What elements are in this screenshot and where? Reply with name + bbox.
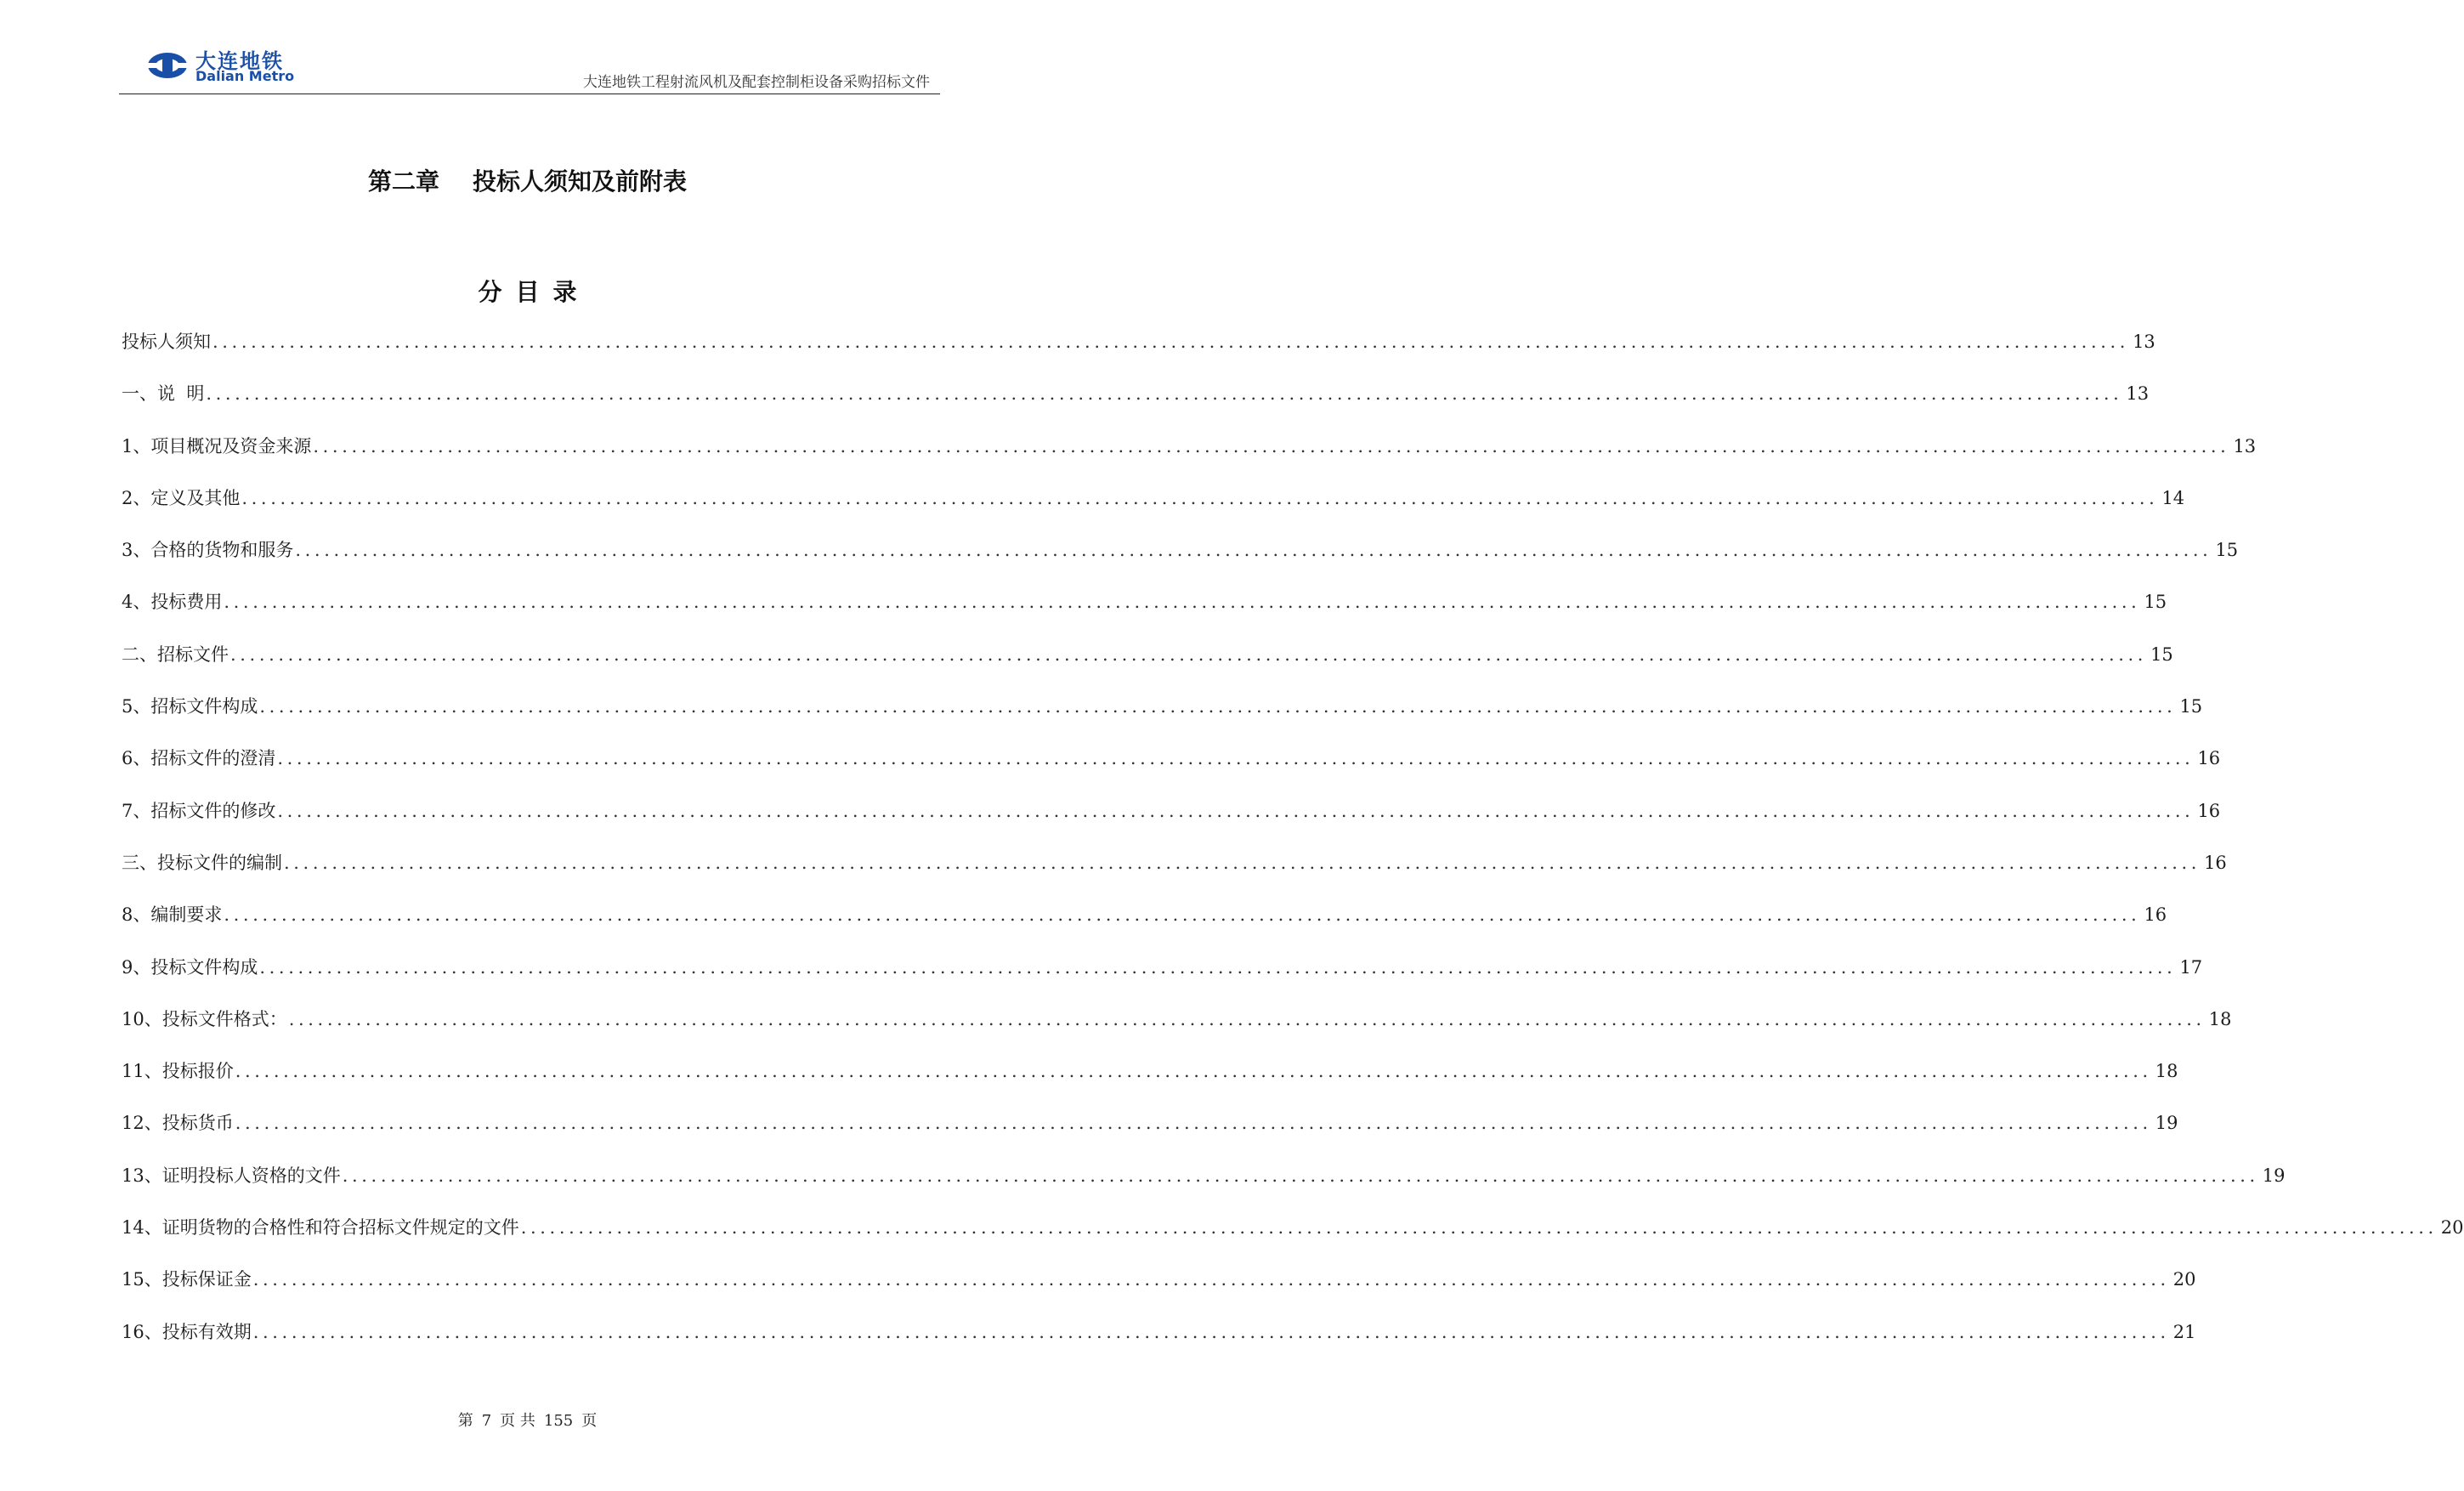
toc-entry-page: 19 xyxy=(2262,1165,2286,1186)
toc-entry-page: 14 xyxy=(2161,487,2185,508)
toc-entry[interactable] xyxy=(122,954,2203,1006)
toc-entry-label: 一、说 明 xyxy=(122,383,205,405)
toc-entry[interactable] xyxy=(122,745,2221,797)
toc-entry[interactable] xyxy=(122,1318,2196,1370)
toc-entry[interactable] xyxy=(122,380,2150,432)
toc-dot-leader: ........................................................................................................................................................................................................ xyxy=(295,540,2212,561)
toc-entry-page: 16 xyxy=(2197,748,2221,769)
toc-entry-label: 8、编制要求 xyxy=(122,904,223,926)
toc-entry-label: 2、定义及其他 xyxy=(122,487,241,508)
toc-dot-leader: ........................................................................................................................................................................................................ xyxy=(235,1061,2152,1082)
toc-entry-page: 16 xyxy=(2204,852,2227,873)
toc-entry[interactable] xyxy=(122,1214,2464,1266)
toc-entry-label: 9、投标文件构成 xyxy=(122,956,258,978)
chapter-title: 第二章 投标人须知及前附表 xyxy=(368,167,687,196)
toc-entry-page: 16 xyxy=(2197,800,2221,821)
toc-entry-page: 21 xyxy=(2172,1321,2196,1342)
toc-entry-page: 16 xyxy=(2144,904,2167,926)
footer-total-pages: 155 xyxy=(543,1412,574,1430)
toc-entry-label: 3、合格的货物和服务 xyxy=(122,540,294,561)
toc-entry-label: 三、投标文件的编制 xyxy=(122,852,282,873)
toc-dot-leader: ........................................................................................................................................................................................................ xyxy=(520,1217,2438,1239)
toc-entry-page: 18 xyxy=(2208,1008,2232,1029)
toc-entry-label: 6、招标文件的澄清 xyxy=(122,748,276,769)
toc-entry-page: 15 xyxy=(2215,540,2239,561)
toc-entry-page: 20 xyxy=(2172,1269,2196,1290)
toc-dot-leader: ........................................................................................................................................................................................................ xyxy=(212,332,2130,352)
toc-entry[interactable] xyxy=(122,849,2227,901)
toc-entry-page: 13 xyxy=(2126,383,2150,405)
toc-entry-label: 7、招标文件的修改 xyxy=(122,800,276,821)
toc-dot-leader: ........................................................................................................................................................................................................ xyxy=(224,904,2141,926)
toc-entry-page: 15 xyxy=(2144,592,2167,613)
toc-entry[interactable] xyxy=(122,1109,2178,1161)
toc-dot-leader: ........................................................................................................................................................................................................ xyxy=(252,1321,2170,1342)
toc-title: 分目录 xyxy=(478,278,591,306)
dalian-metro-logo xyxy=(146,46,325,85)
toc-dot-leader: ........................................................................................................................................................................................................ xyxy=(288,1008,2206,1029)
toc-entry[interactable] xyxy=(122,1266,2196,1318)
toc-entry-page: 13 xyxy=(2133,332,2155,352)
toc-dot-leader: ........................................................................................................................................................................................................ xyxy=(313,435,2230,456)
document-title: 大连地铁工程射流风机及配套控制柜设备采购招标文件 xyxy=(583,74,930,91)
toc-dot-leader: ........................................................................................................................................................................................................ xyxy=(259,956,2177,978)
toc-entry-label: 15、投标保证金 xyxy=(122,1269,252,1290)
footer-suffix: 页 xyxy=(581,1412,598,1430)
toc-entry-label: 10、投标文件格式： xyxy=(122,1008,287,1029)
toc-dot-leader: ........................................................................................................................................................................................................ xyxy=(206,383,2123,405)
logo-english-text: Dalian Metro xyxy=(195,68,295,84)
toc-entry-page: 15 xyxy=(2179,696,2203,717)
toc-dot-leader: ........................................................................................................................................................................................................ xyxy=(235,1113,2152,1134)
toc-entry-page: 19 xyxy=(2155,1113,2178,1134)
toc-entry[interactable] xyxy=(122,1162,2286,1214)
toc-entry-page: 18 xyxy=(2155,1061,2178,1082)
toc-entry[interactable] xyxy=(122,901,2167,953)
toc-entry[interactable] xyxy=(122,1057,2178,1109)
footer-page-number: 7 xyxy=(481,1412,492,1430)
toc-entry-label: 14、证明货物的合格性和符合招标文件规定的文件 xyxy=(122,1217,519,1239)
toc-dot-leader: ........................................................................................................................................................................................................ xyxy=(259,696,2177,717)
toc-entry-label: 12、投标货币 xyxy=(122,1113,234,1134)
dalian-metro-logo-icon xyxy=(146,51,189,80)
footer-middle: 页 共 xyxy=(500,1412,535,1430)
toc-entry-page: 15 xyxy=(2150,643,2173,665)
toc-entry-label: 二、招标文件 xyxy=(122,643,229,665)
toc-entry-label: 16、投标有效期 xyxy=(122,1321,252,1342)
toc-entry[interactable] xyxy=(122,588,2167,640)
toc-dot-leader: ........................................................................................................................................................................................................ xyxy=(241,487,2159,508)
page-footer xyxy=(0,1409,1055,1431)
page-header xyxy=(119,37,940,94)
toc-entry-label: 5、招标文件构成 xyxy=(122,696,258,717)
toc-entry[interactable] xyxy=(122,485,2185,536)
toc-entry-label: 1、项目概况及资金来源 xyxy=(122,435,312,456)
toc-dot-leader: ........................................................................................................................................................................................................ xyxy=(284,852,2201,873)
toc-entry[interactable] xyxy=(122,797,2221,849)
toc-entry[interactable] xyxy=(122,328,2155,380)
toc-entry[interactable] xyxy=(122,536,2239,588)
toc-entry[interactable] xyxy=(122,693,2203,745)
table-of-contents xyxy=(122,328,2464,1370)
toc-entry-label: 投标人须知 xyxy=(122,332,211,352)
toc-dot-leader: ........................................................................................................................................................................................................ xyxy=(252,1269,2170,1290)
toc-entry-page: 20 xyxy=(2440,1217,2464,1239)
footer-prefix: 第 xyxy=(457,1412,473,1430)
toc-dot-leader: ........................................................................................................................................................................................................ xyxy=(230,643,2148,665)
toc-entry-page: 13 xyxy=(2233,435,2257,456)
toc-dot-leader: ........................................................................................................................................................................................................ xyxy=(224,592,2141,613)
toc-entry[interactable] xyxy=(122,433,2257,485)
toc-dot-leader: ........................................................................................................................................................................................................ xyxy=(342,1165,2259,1186)
toc-entry-label: 4、投标费用 xyxy=(122,592,223,613)
toc-entry[interactable] xyxy=(122,641,2173,693)
toc-entry-label: 13、证明投标人资格的文件 xyxy=(122,1165,341,1186)
toc-dot-leader: ........................................................................................................................................................................................................ xyxy=(277,748,2195,769)
logo-chinese-text: 大连地铁 xyxy=(195,49,284,73)
toc-entry[interactable] xyxy=(122,1006,2232,1057)
toc-entry-page: 17 xyxy=(2179,956,2203,978)
toc-dot-leader: ........................................................................................................................................................................................................ xyxy=(277,800,2195,821)
toc-entry-label: 11、投标报价 xyxy=(122,1061,234,1082)
